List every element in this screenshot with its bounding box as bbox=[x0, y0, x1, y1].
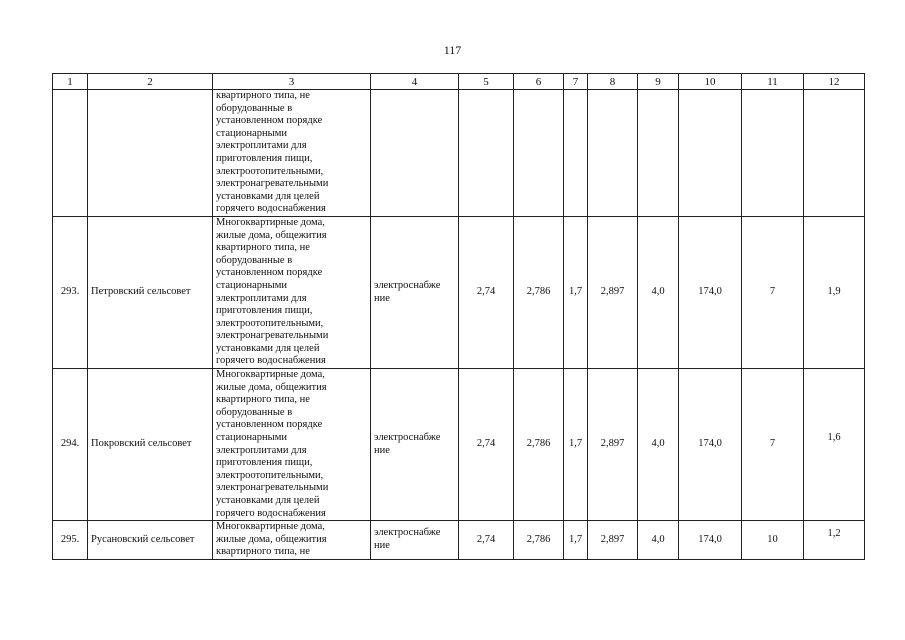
value-cell-c12 bbox=[804, 216, 865, 368]
description-line: квартирного типа, не bbox=[216, 394, 310, 406]
service-line: электроснабже bbox=[374, 279, 441, 291]
row-number-cell bbox=[53, 90, 88, 217]
value-cell-c6: 2,786 bbox=[514, 521, 564, 560]
column-header: 9 bbox=[638, 74, 679, 90]
consumer-description-cell bbox=[213, 90, 371, 217]
settlement-name-cell: Покровский сельсовет bbox=[88, 369, 213, 521]
value-cell-c9 bbox=[638, 90, 679, 217]
description-line: квартирного типа, не bbox=[216, 90, 310, 101]
value-cell-c6: 2,786 bbox=[514, 369, 564, 521]
description-line: электронагревательными bbox=[216, 330, 329, 342]
value-cell-c8: 2,897 bbox=[588, 216, 638, 368]
description-line: стационарными bbox=[216, 432, 287, 444]
value-cell-c7: 1,7 bbox=[564, 216, 588, 368]
value-cell-c10: 174,0 bbox=[679, 216, 742, 368]
description-line: Многоквартирные дома, bbox=[216, 369, 325, 381]
value-cell-c11: 7 bbox=[742, 369, 804, 521]
description-line: оборудованные в bbox=[216, 406, 293, 418]
value-c12: 1,9 bbox=[827, 286, 841, 298]
description-line: горячего водоснабжения bbox=[216, 507, 326, 519]
tariff-table bbox=[52, 73, 865, 560]
table-body bbox=[53, 90, 865, 560]
value-cell-c11 bbox=[742, 90, 804, 217]
description-line: установленном порядке bbox=[216, 419, 323, 431]
description-line: квартирного типа, не bbox=[216, 546, 310, 558]
value-cell-c5 bbox=[459, 90, 514, 217]
description-line: электроплитами для bbox=[216, 140, 307, 152]
value-c12: 1,6 bbox=[827, 432, 841, 444]
value-cell-c10 bbox=[679, 90, 742, 217]
row-number-cell: 294. bbox=[53, 369, 88, 521]
description-line: установленном порядке bbox=[216, 115, 323, 127]
description-line: жилые дома, общежития bbox=[216, 533, 327, 545]
description-line: электроотопительными, bbox=[216, 469, 324, 481]
column-header: 6 bbox=[514, 74, 564, 90]
value-cell-c12 bbox=[804, 521, 865, 560]
value-cell-c7 bbox=[564, 90, 588, 217]
value-cell-c6: 2,786 bbox=[514, 216, 564, 368]
column-header: 1 bbox=[53, 74, 88, 90]
service-line: ние bbox=[374, 540, 390, 552]
value-cell-c6 bbox=[514, 90, 564, 217]
value-cell-c8: 2,897 bbox=[588, 369, 638, 521]
value-cell-c5: 2,74 bbox=[459, 216, 514, 368]
column-header: 10 bbox=[679, 74, 742, 90]
description-line: горячего водоснабжения bbox=[216, 355, 326, 367]
description-line: стационарными bbox=[216, 127, 287, 139]
settlement-name-cell: Петровский сельсовет bbox=[88, 216, 213, 368]
description-line: оборудованные в bbox=[216, 102, 293, 114]
description-line: электронагревательными bbox=[216, 482, 329, 494]
service-type-cell bbox=[371, 216, 459, 368]
service-type-cell bbox=[371, 521, 459, 560]
table-row bbox=[53, 216, 865, 368]
value-cell-c10: 174,0 bbox=[679, 369, 742, 521]
description-line: стационарными bbox=[216, 279, 287, 291]
value-cell-c9: 4,0 bbox=[638, 369, 679, 521]
column-header: 8 bbox=[588, 74, 638, 90]
description-line: электроотопительными, bbox=[216, 165, 324, 177]
description-line: приготовления пищи, bbox=[216, 457, 313, 469]
value-cell-c9: 4,0 bbox=[638, 521, 679, 560]
description-line: жилые дома, общежития bbox=[216, 229, 327, 241]
consumer-description-cell bbox=[213, 369, 371, 521]
description-line: Многоквартирные дома, bbox=[216, 216, 325, 228]
table-row bbox=[53, 369, 865, 521]
description-line: электроплитами для bbox=[216, 444, 307, 456]
description-line: установками для целей bbox=[216, 342, 320, 354]
column-header: 2 bbox=[88, 74, 213, 90]
description-line: электроплитами для bbox=[216, 292, 307, 304]
description-line: электроотопительными, bbox=[216, 317, 324, 329]
value-cell-c11: 7 bbox=[742, 216, 804, 368]
service-line: электроснабже bbox=[374, 432, 441, 444]
consumer-description-cell bbox=[213, 216, 371, 368]
description-line: Многоквартирные дома, bbox=[216, 521, 325, 533]
description-line: установками для целей bbox=[216, 495, 320, 506]
service-type-cell bbox=[371, 90, 459, 217]
value-cell-c5: 2,74 bbox=[459, 369, 514, 521]
page-number: 117 bbox=[443, 43, 462, 57]
value-c12: 1,2 bbox=[827, 527, 841, 539]
service-line: ние bbox=[374, 444, 390, 456]
description-line: приготовления пищи, bbox=[216, 305, 313, 317]
settlement-name-cell bbox=[88, 90, 213, 217]
value-cell-c8: 2,897 bbox=[588, 521, 638, 560]
value-cell-c9: 4,0 bbox=[638, 216, 679, 368]
description-line: жилые дома, общежития bbox=[216, 381, 327, 393]
value-cell-c12 bbox=[804, 90, 865, 217]
column-header: 4 bbox=[371, 74, 459, 90]
service-line: электроснабже bbox=[374, 527, 441, 539]
column-header: 7 bbox=[564, 74, 588, 90]
table-row bbox=[53, 90, 865, 217]
value-cell-c7: 1,7 bbox=[564, 521, 588, 560]
value-cell-c7: 1,7 bbox=[564, 369, 588, 521]
column-header: 11 bbox=[742, 74, 804, 90]
value-cell-c11: 10 bbox=[742, 521, 804, 560]
table-row bbox=[53, 521, 865, 560]
consumer-description-cell bbox=[213, 521, 371, 560]
column-header: 12 bbox=[804, 74, 865, 90]
description-line: установками для целей bbox=[216, 190, 320, 202]
description-line: квартирного типа, не bbox=[216, 242, 310, 254]
description-line: приготовления пищи, bbox=[216, 152, 313, 164]
description-line: установленном порядке bbox=[216, 267, 323, 279]
description-line: электронагревательными bbox=[216, 178, 329, 190]
column-header: 5 bbox=[459, 74, 514, 90]
value-cell-c10: 174,0 bbox=[679, 521, 742, 560]
service-type-cell bbox=[371, 369, 459, 521]
settlement-name-cell: Русановский сельсовет bbox=[88, 521, 213, 560]
description-line: оборудованные в bbox=[216, 254, 293, 266]
value-cell-c12 bbox=[804, 369, 865, 521]
service-line: ние bbox=[374, 292, 390, 304]
value-cell-c5: 2,74 bbox=[459, 521, 514, 560]
value-cell-c8 bbox=[588, 90, 638, 217]
description-line: горячего водоснабжения bbox=[216, 203, 326, 215]
column-header: 3 bbox=[213, 74, 371, 90]
row-number-cell: 293. bbox=[53, 216, 88, 368]
header-row bbox=[53, 74, 865, 90]
row-number-cell: 295. bbox=[53, 521, 88, 560]
